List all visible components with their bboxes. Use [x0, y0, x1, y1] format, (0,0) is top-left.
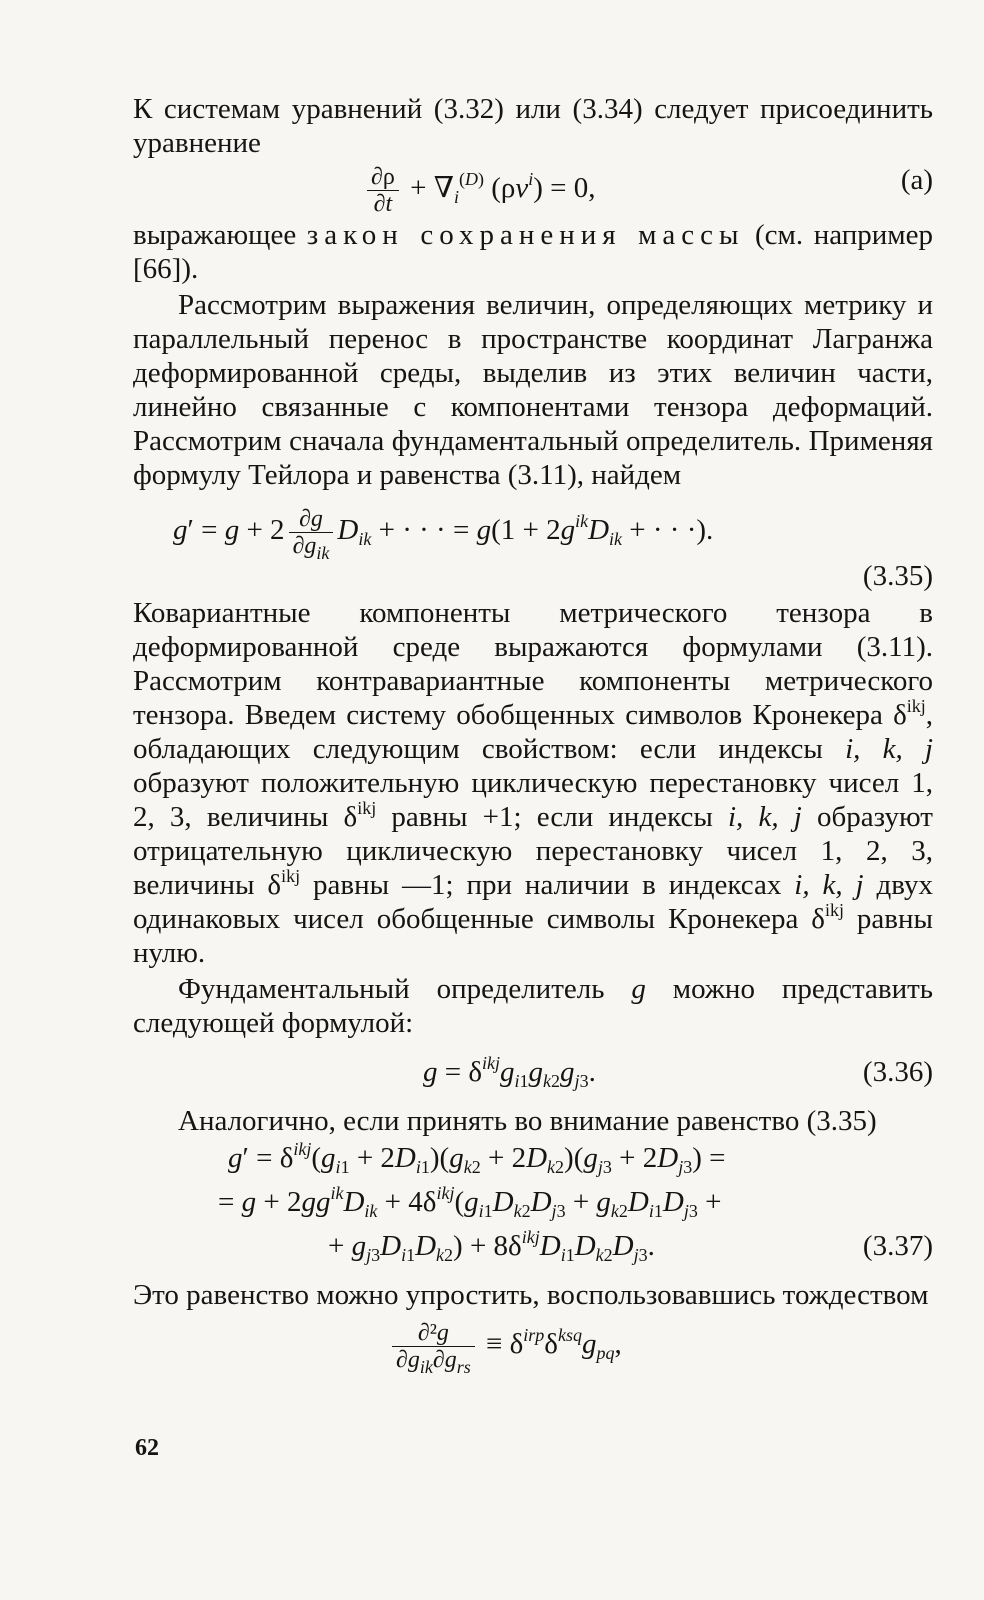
paragraph-kronecker	[133, 596, 933, 970]
para4-g: двух одинаковых чисел обобщенные символы Кронекера δ	[133, 869, 933, 935]
indices-1: i, k, j	[845, 733, 933, 765]
equation-3-37-number: (3.37)	[862, 1230, 933, 1262]
indices-2: i, k, j	[728, 801, 802, 833]
equation-3-36-number: (3.36)	[862, 1056, 933, 1088]
equation-3-35	[133, 500, 933, 563]
para5-b: можно представить следующей формулой:	[133, 973, 933, 1039]
paragraph-simplify: Это равенство можно упростить, воспользовавшись тождеством	[133, 1279, 929, 1311]
indices-3: i, k, j	[794, 869, 864, 901]
equation-3-37-line1-body: $g' = \delta^{ikj}(g_{i1} + 2D_{i1})(g_{k2} + 2D_{k2})(g_{j3} + 2D_{j3})$ =	[228, 1139, 726, 1177]
equation-identity	[133, 1320, 933, 1384]
equation-a-body: $\frac{\partial\rho}{\partial t}$ + $\nabla_i^{(D)}$ $(\rho v^i) = 0$,	[363, 164, 596, 217]
equation-3-37-line2-body: = $g + 2gg^{ik}D_{ik} + 4\delta^{ikj}(g_{i1}D_{k2}D_{j3} + g_{k2}D_{i1}D_{j3}$ +	[218, 1183, 722, 1221]
para5-g: g	[631, 973, 646, 1005]
para4-h: равны нулю.	[133, 903, 933, 969]
equation-identity-body: $\frac{\text{∂²g}}{\partial g_{ik}\partial g_{rs}}$ ≡ $\delta^{irp}\delta^{ksq}g_{pq}$,	[388, 1320, 622, 1373]
para4-c: образуют положительную циклическую перестановку чисел 1, 2, 3, величины δ	[133, 767, 933, 833]
paragraph-intro: К системам уравнений (3.32) или (3.34) следует присоединить уравнение	[133, 93, 933, 159]
equation-a-number: (a)	[900, 164, 933, 196]
equation-3-36-body: $g = \delta^{ikj}g_{i1}g_{k2}g_{j3}$.	[423, 1053, 596, 1091]
paragraph-analog: Аналогично, если принять во внимание равенство (3.35)	[178, 1105, 877, 1137]
paragraph-mass-law	[133, 218, 933, 286]
equation-3-37-line1	[133, 1139, 933, 1186]
text-column	[133, 92, 933, 1384]
para4-f: равны —1; при наличии в индексах	[300, 869, 795, 901]
paragraph-metric: Рассмотрим выражения величин, определяющих метрику и параллельный перенос в пространстве координат Лагранжа деформированной среды, выделив из этих величин части, линейно связанные с компонентами тензора деформаций. Рассмотрим сначала фундаментальный определитель. Применяя формулу Тейлора и равенства (3.11), найдем	[133, 289, 933, 491]
paragraph-determinant	[133, 972, 933, 1040]
equation-3-36	[133, 1053, 933, 1104]
para4-d: равны +1; если индексы	[376, 801, 728, 833]
page-number: 62	[135, 1435, 159, 1461]
equation-3-35-number: (3.35)	[862, 560, 933, 592]
para4-a: Ковариантные компоненты метрического тензора в деформированной среде выражаются формулами (3.11). Рассмотрим контравариантные компоненты метрического тензора. Введем систему обобщенных символов Кронекера δ	[133, 597, 933, 731]
para2-pre: выражающее	[133, 219, 307, 251]
equation-3-35-number-row	[133, 560, 933, 596]
para5-a: Фундаментальный определитель	[178, 973, 632, 1005]
equation-a	[133, 164, 933, 217]
equation-3-37-line3	[133, 1227, 933, 1278]
spaced-phrase: закон сохранения массы	[306, 219, 745, 251]
equation-3-37-line2	[133, 1183, 933, 1230]
para4-b: , обладающих следующим свойством: если индексы	[133, 699, 933, 765]
sup-ikj-4: ikj	[824, 900, 844, 920]
sup-ikj-1: ikj	[906, 696, 926, 716]
equation-3-37-line3-body: + $g_{j3}D_{i1}D_{k2}) + 8\delta^{ikj}D_{i1}D_{k2}D_{j3}$.	[328, 1227, 655, 1265]
para4-e: образуют отрицательную циклическую перестановку чисел 1, 2, 3, величины δ	[133, 801, 933, 901]
sup-ikj-2: ikj	[357, 798, 377, 818]
para2-post: (см. например [66]).	[133, 219, 933, 285]
equation-3-35-body: g′ = g + 2 $\frac{\partial g}{\partial g_{ik}}$ $D_{ik}$ + · · · = $g(1 + 2g^{ik}D_{ik}$ + · · ·).	[173, 506, 714, 563]
sup-ikj-3: ikj	[281, 866, 301, 886]
